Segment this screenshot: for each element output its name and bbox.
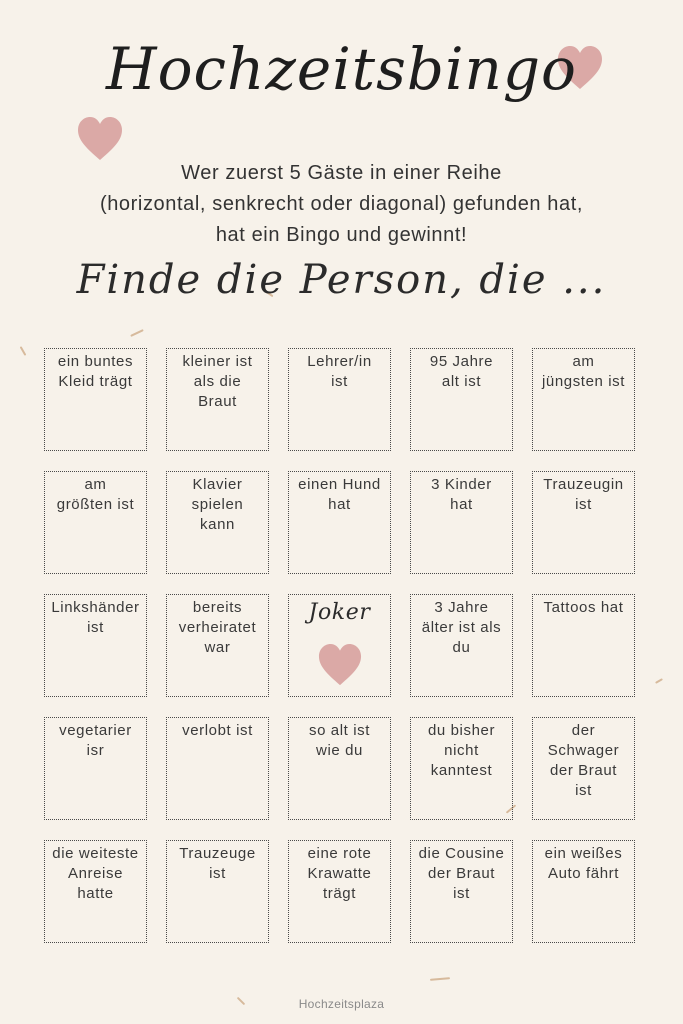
subtitle: Finde die Person, die ... xyxy=(76,257,607,303)
joker-cell[interactable] xyxy=(288,594,391,697)
bingo-cell[interactable] xyxy=(44,348,147,451)
paper-fleck xyxy=(130,329,144,337)
paper-fleck xyxy=(430,977,450,981)
cell-text: 3 Kinder hat xyxy=(431,476,492,513)
cell-text: Lehrer/in ist xyxy=(307,353,372,390)
bingo-cell[interactable] xyxy=(410,471,513,574)
cell-text: Trauzeugin ist xyxy=(543,476,624,513)
cell-text: die weiteste Anreise hatte xyxy=(52,845,139,902)
cell-text: du bisher nicht kanntest xyxy=(427,722,496,779)
bingo-cell[interactable] xyxy=(44,594,147,697)
bingo-cell[interactable] xyxy=(44,471,147,574)
joker-label: Joker xyxy=(308,600,371,625)
bingo-cell[interactable] xyxy=(410,717,513,820)
cell-text: einen Hund hat xyxy=(298,476,381,513)
bingo-cell[interactable] xyxy=(166,840,269,943)
cell-text: am größten ist xyxy=(56,476,135,513)
cell-text: bereits verheiratet war xyxy=(178,599,257,656)
bingo-cell[interactable] xyxy=(532,471,635,574)
cell-text: verlobt ist xyxy=(182,722,253,739)
cell-text: Klavier spielen kann xyxy=(191,476,244,533)
heart-icon xyxy=(317,643,363,693)
paper-fleck xyxy=(655,678,663,684)
instruction-line: (horizontal, senkrecht oder diagonal) gefunden hat, xyxy=(99,193,584,215)
instructions xyxy=(20,158,663,251)
cell-text: Linkshänder ist xyxy=(51,599,140,636)
cell-text: so alt ist wie du xyxy=(308,722,371,759)
bingo-cell[interactable] xyxy=(166,594,269,697)
bingo-cell[interactable] xyxy=(166,717,269,820)
cell-text: vegetarier isr xyxy=(59,722,132,759)
instruction-line: hat ein Bingo und gewinnt! xyxy=(215,224,468,246)
bingo-cell[interactable] xyxy=(44,840,147,943)
bingo-cell[interactable] xyxy=(44,717,147,820)
bingo-cell[interactable] xyxy=(288,471,391,574)
cell-text: 3 Jahre älter ist als du xyxy=(421,599,502,656)
bingo-cell[interactable] xyxy=(410,348,513,451)
bingo-cell[interactable] xyxy=(410,840,513,943)
cell-text: der Schwager der Braut ist xyxy=(547,722,620,799)
bingo-cell[interactable] xyxy=(288,840,391,943)
cell-text: die Cousine der Braut ist xyxy=(418,845,505,902)
bingo-cell[interactable] xyxy=(166,471,269,574)
bingo-cell[interactable] xyxy=(288,717,391,820)
bingo-cell[interactable] xyxy=(532,840,635,943)
cell-text: ein weißes Auto fährt xyxy=(544,845,623,882)
bingo-cell[interactable] xyxy=(532,717,635,820)
bingo-cell[interactable] xyxy=(288,348,391,451)
page-title: Hochzeitsbingo xyxy=(106,35,577,103)
bingo-cell[interactable] xyxy=(532,594,635,697)
cell-text: ein buntes Kleid trägt xyxy=(57,353,134,390)
cell-text: eine rote Krawatte trägt xyxy=(307,845,372,902)
paper-fleck xyxy=(20,346,27,356)
bingo-grid xyxy=(44,348,635,943)
instruction-line: Wer zuerst 5 Gäste in einer Reihe xyxy=(181,162,502,184)
brand-footer: Hochzeitsplaza xyxy=(298,997,385,1011)
bingo-cell[interactable] xyxy=(532,348,635,451)
cell-text: Tattoos hat xyxy=(543,599,624,616)
cell-text: am jüngsten ist xyxy=(541,353,626,390)
cell-text: kleiner ist als die Braut xyxy=(182,353,253,410)
bingo-cell[interactable] xyxy=(166,348,269,451)
cell-text: 95 Jahre alt ist xyxy=(429,353,494,390)
cell-text: Trauzeuge ist xyxy=(179,845,256,882)
bingo-cell[interactable] xyxy=(410,594,513,697)
